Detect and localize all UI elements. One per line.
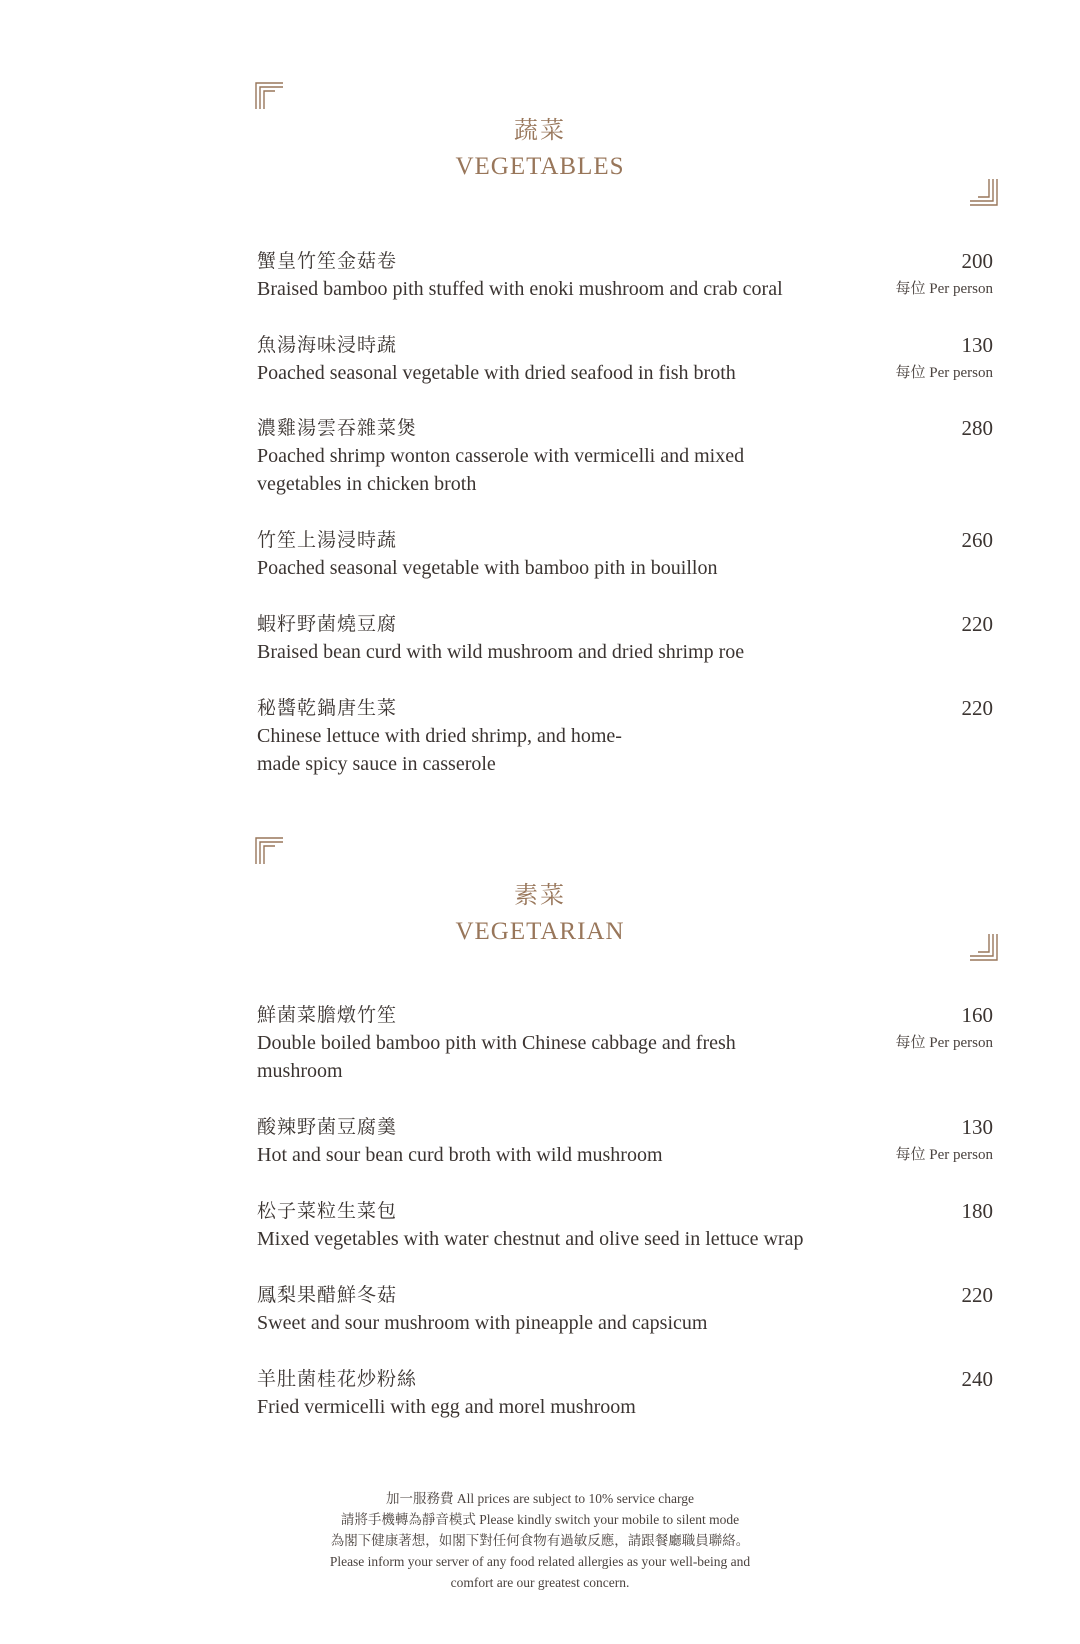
dish-name-en: Poached seasonal vegetable with bamboo pith in bouillon bbox=[257, 557, 718, 579]
dish-name-en: Poached shrimp wonton casserole with vermicelli and mixed vegetables in chicken broth bbox=[257, 445, 745, 495]
per-person-label: 每位 Per person bbox=[895, 365, 993, 381]
corner-ornament-bottom-right-icon bbox=[968, 933, 998, 961]
corner-ornament-top-left-icon bbox=[255, 837, 285, 865]
dish-price: 220 bbox=[961, 1283, 993, 1307]
menu-item bbox=[257, 247, 993, 303]
section-title-zh: 素菜 bbox=[514, 881, 566, 909]
section-title-vegetarian bbox=[0, 875, 1080, 946]
dish-name-en: Mixed vegetables with water chestnut and olive seed in lettuce wrap bbox=[257, 1228, 804, 1250]
menu-item bbox=[257, 694, 993, 778]
menu-item bbox=[257, 1197, 993, 1253]
dish-price: 200 bbox=[961, 249, 993, 273]
dish-name-en: Hot and sour bean curd broth with wild mushroom bbox=[257, 1144, 663, 1166]
dish-name-zh: 濃雞湯雲吞雜菜煲 bbox=[257, 417, 418, 439]
dish-price: 130 bbox=[961, 1115, 993, 1139]
corner-ornament-top-left-icon bbox=[255, 82, 285, 110]
section-title-en: VEGETABLES bbox=[455, 153, 625, 180]
section-title-vegetables bbox=[0, 110, 1080, 181]
dish-price: 240 bbox=[961, 1367, 993, 1391]
dish-name-zh: 酸辣野菌豆腐羹 bbox=[257, 1116, 398, 1138]
footer-notes bbox=[0, 1488, 1080, 1593]
dish-name-en: Braised bean curd with wild mushroom and dried shrimp roe bbox=[257, 641, 745, 663]
service-charge-note: 加一服務費 All prices are subject to 10% service charge bbox=[386, 1491, 694, 1506]
dish-name-zh: 秘醬乾鍋唐生菜 bbox=[257, 697, 398, 719]
dish-name-en: Double boiled bamboo pith with Chinese cabbage and fresh mushroom bbox=[257, 1032, 736, 1082]
dish-name-en: Poached seasonal vegetable with dried seafood in fish broth bbox=[257, 362, 736, 384]
mobile-silent-note: 請將手機轉為靜音模式 Please kindly switch your mobile to silent mode bbox=[340, 1512, 740, 1527]
menu-item bbox=[257, 1113, 993, 1169]
allergy-note-en-1: Please inform your server of any food related allergies as your well-being and bbox=[329, 1554, 751, 1569]
corner-ornament-bottom-right-icon bbox=[968, 178, 998, 206]
dish-name-zh: 蟹皇竹笙金菇卷 bbox=[257, 250, 398, 272]
dish-name-zh: 蝦籽野菌燒豆腐 bbox=[257, 613, 398, 635]
menu-item bbox=[257, 1281, 993, 1337]
dish-name-zh: 鳳梨果醋鮮冬菇 bbox=[257, 1284, 398, 1306]
per-person-label: 每位 Per person bbox=[895, 281, 993, 297]
dish-name-en: Fried vermicelli with egg and morel mushroom bbox=[257, 1396, 636, 1418]
dish-name-en: Braised bamboo pith stuffed with enoki mushroom and crab coral bbox=[257, 278, 783, 300]
per-person-label: 每位 Per person bbox=[895, 1035, 993, 1051]
allergy-note-en-2: comfort are our greatest concern. bbox=[450, 1575, 630, 1590]
dish-name-zh: 松子菜粒生菜包 bbox=[257, 1200, 398, 1222]
per-person-label: 每位 Per person bbox=[895, 1147, 993, 1163]
dish-price: 180 bbox=[961, 1199, 993, 1223]
menu-item bbox=[257, 1365, 993, 1421]
menu-item bbox=[257, 414, 993, 498]
dish-price: 220 bbox=[961, 612, 993, 636]
section-title-en: VEGETARIAN bbox=[455, 918, 625, 945]
dish-price: 220 bbox=[961, 696, 993, 720]
section-title-zh: 蔬菜 bbox=[514, 116, 566, 144]
dish-price: 280 bbox=[961, 416, 993, 440]
menu-item bbox=[257, 331, 993, 387]
dish-price: 130 bbox=[961, 333, 993, 357]
dish-name-en: Chinese lettuce with dried shrimp, and home-made spicy sauce in casserole bbox=[257, 725, 622, 775]
dish-name-zh: 羊肚菌桂花炒粉絲 bbox=[257, 1368, 418, 1390]
menu-item bbox=[257, 526, 993, 582]
dish-price: 260 bbox=[961, 528, 993, 552]
dish-name-zh: 鮮菌菜膽燉竹笙 bbox=[257, 1004, 398, 1026]
allergy-note-zh: 為閣下健康著想，如閣下對任何食物有過敏反應，請跟餐廳職員聯絡。 bbox=[330, 1533, 750, 1548]
dish-name-zh: 魚湯海味浸時蔬 bbox=[257, 334, 398, 356]
menu-item bbox=[257, 1001, 993, 1085]
dish-name-zh: 竹笙上湯浸時蔬 bbox=[257, 529, 398, 551]
dish-price: 160 bbox=[961, 1003, 993, 1027]
dish-name-en: Sweet and sour mushroom with pineapple and capsicum bbox=[257, 1312, 708, 1334]
menu-item bbox=[257, 610, 993, 666]
